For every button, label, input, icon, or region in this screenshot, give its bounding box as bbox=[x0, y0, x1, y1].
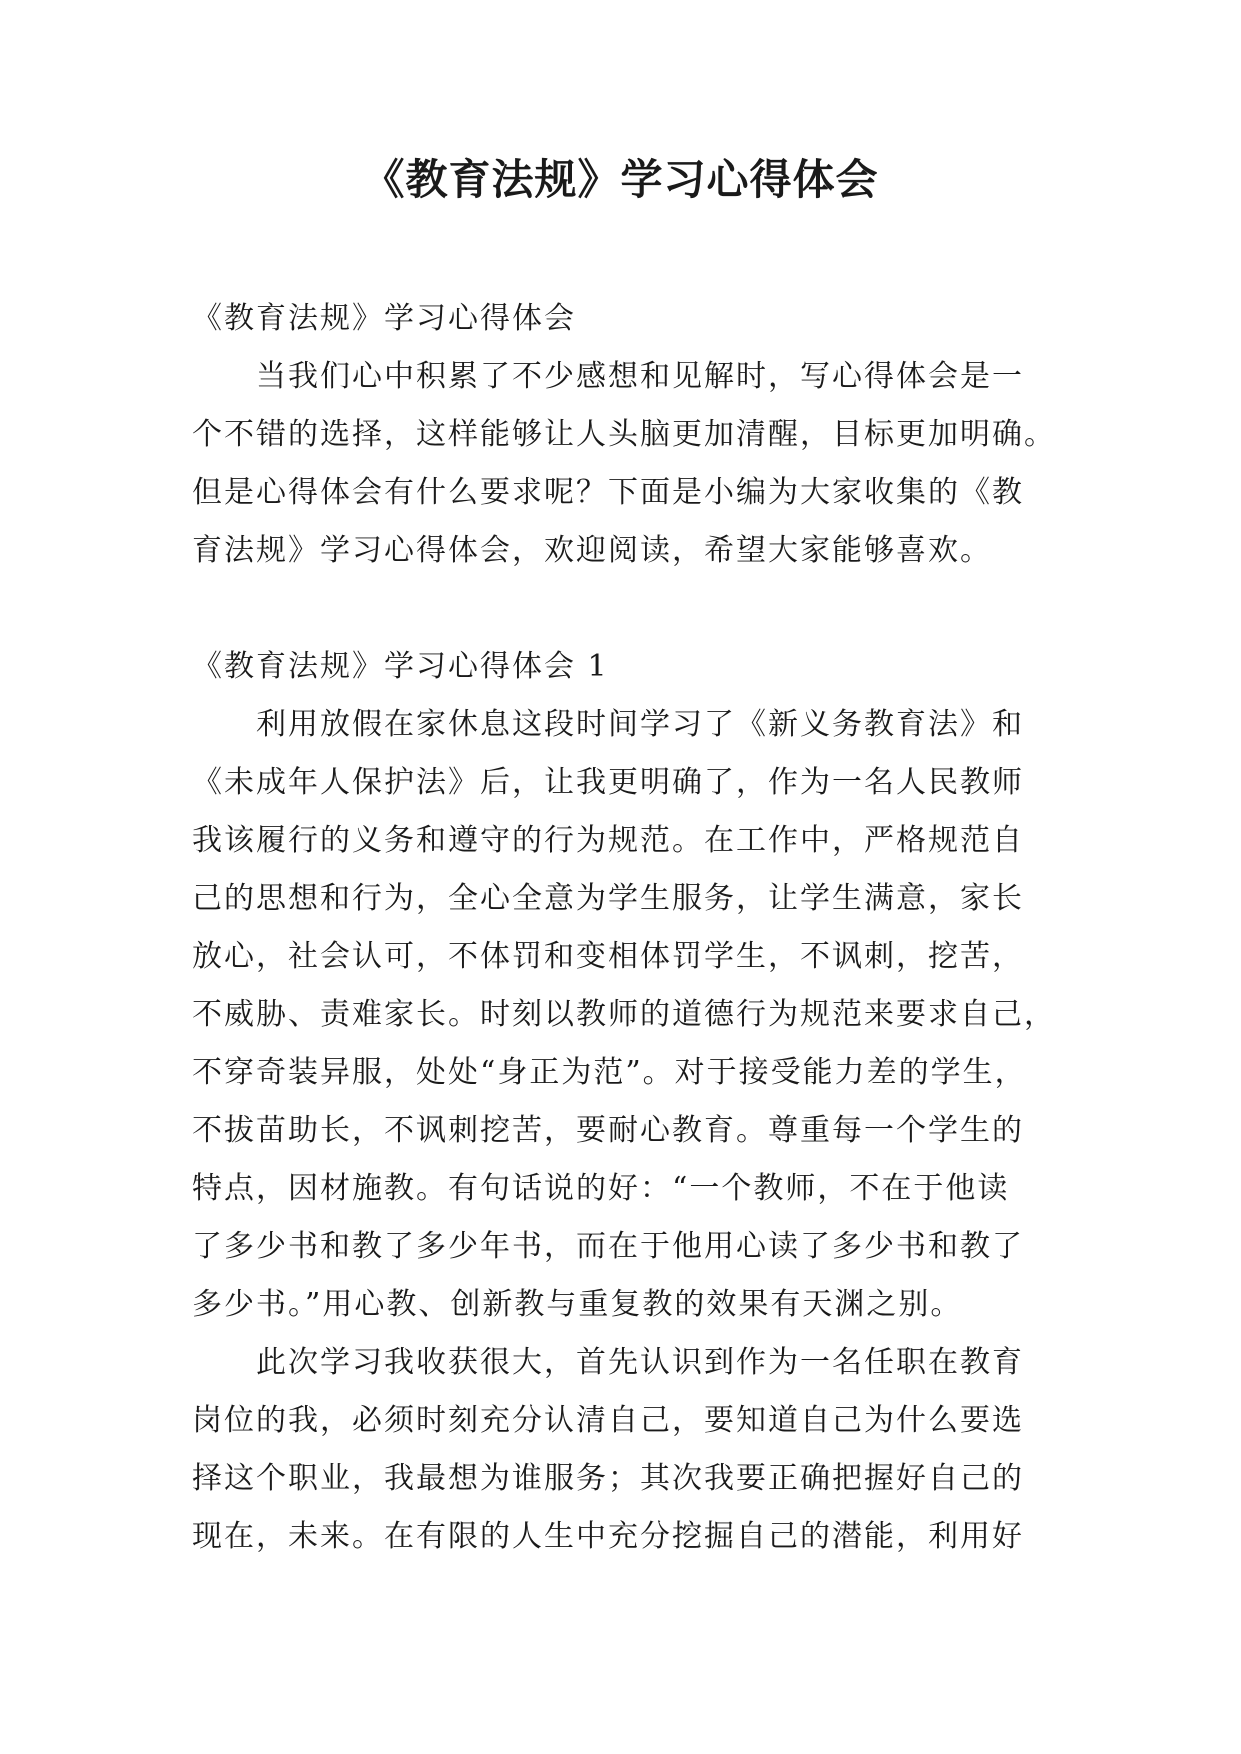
paragraph-line: 《未成年人保护法》后，让我更明确了，作为一名人民教师 bbox=[192, 765, 1024, 800]
document-title: 《教育法规》学习心得体会 bbox=[362, 155, 879, 204]
paragraph-line: 当我们心中积累了不少感想和见解时，写心得体会是一 bbox=[256, 359, 1024, 394]
paragraph-line: 择这个职业，我最想为谁服务；其次我要正确把握好自己的 bbox=[192, 1461, 1024, 1496]
paragraph-line: 特点，因材施教。有句话说的好：“一个教师，不在于他读 bbox=[192, 1171, 1010, 1206]
paragraph-line: 不穿奇装异服，处处“身正为范”。对于接受能力差的学生， bbox=[192, 1055, 1027, 1090]
paragraph-line: 现在，未来。在有限的人生中充分挖掘自己的潜能，利用好 bbox=[192, 1519, 1024, 1554]
paragraph-line: 但是心得体会有什么要求呢？下面是小编为大家收集的《教 bbox=[192, 475, 1024, 510]
section-heading: 《教育法规》学习心得体会 1 bbox=[192, 649, 609, 684]
blank-line bbox=[192, 580, 1052, 638]
section1-paragraph-1 bbox=[192, 696, 1056, 1334]
paragraph-line: 己的思想和行为，全心全意为学生服务，让学生满意，家长 bbox=[192, 881, 1024, 916]
paragraph-line: 个不错的选择，这样能够让人头脑更加清醒，目标更加明确。 bbox=[192, 417, 1056, 452]
paragraph-line: 不拔苗助长，不讽刺挖苦，要耐心教育。尊重每一个学生的 bbox=[192, 1113, 1024, 1148]
paragraph-line: 此次学习我收获很大，首先认识到作为一名任职在教育 bbox=[256, 1345, 1024, 1380]
intro-heading: 《教育法规》学习心得体会 bbox=[192, 301, 576, 336]
paragraph-line: 了多少书和教了多少年书，而在于他用心读了多少书和教了 bbox=[192, 1229, 1024, 1264]
paragraph-line: 放心，社会认可，不体罚和变相体罚学生，不讽刺，挖苦， bbox=[192, 939, 1024, 974]
intro-paragraph bbox=[192, 348, 1056, 580]
paragraph-line: 不威胁、责难家长。时刻以教师的道德行为规范来要求自己， bbox=[192, 997, 1056, 1032]
paragraph-line: 岗位的我，必须时刻充分认清自己，要知道自己为什么要选 bbox=[192, 1403, 1024, 1438]
section1-paragraph-2 bbox=[192, 1334, 1052, 1566]
paragraph-line: 多少书。”用心教、创新教与重复教的效果有天渊之别。 bbox=[192, 1287, 963, 1322]
paragraph-line: 我该履行的义务和遵守的行为规范。在工作中，严格规范自 bbox=[192, 823, 1024, 858]
paragraph-line: 育法规》学习心得体会，欢迎阅读，希望大家能够喜欢。 bbox=[192, 533, 992, 568]
document-body bbox=[192, 290, 1056, 1566]
paragraph-line: 利用放假在家休息这段时间学习了《新义务教育法》和 bbox=[256, 707, 1024, 742]
